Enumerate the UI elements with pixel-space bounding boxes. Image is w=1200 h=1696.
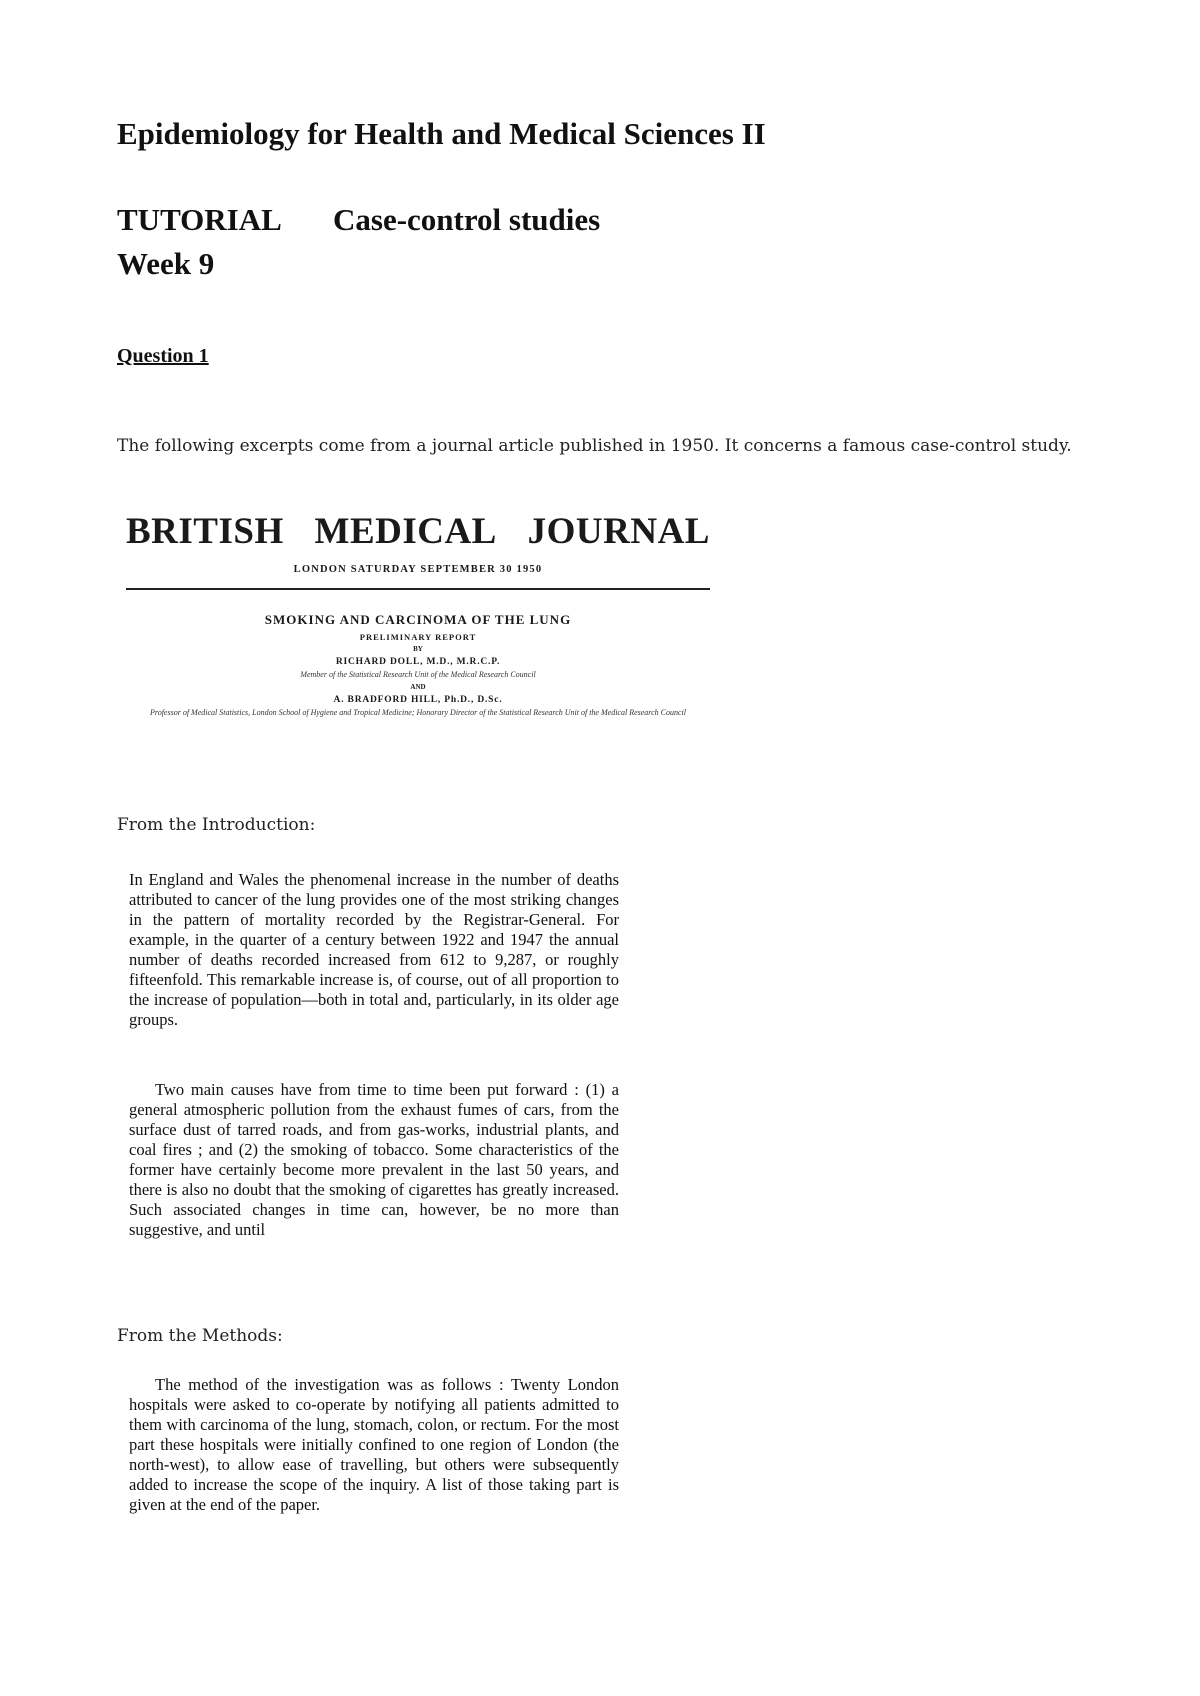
article-subtitle: PRELIMINARY REPORT: [359, 632, 477, 642]
journal-divider: [126, 588, 710, 590]
methods-label: From the Methods:: [117, 1326, 283, 1346]
tutorial-topic: Case-control studies: [333, 202, 601, 237]
journal-header-excerpt: [126, 510, 710, 718]
introduction-excerpt: [129, 1080, 619, 1240]
methods-excerpt: [129, 1375, 619, 1515]
journal-name-word: JOURNAL: [527, 511, 710, 552]
author-affiliation: Professor of Medical Statistics, London School of Hygiene and Tropical Medicine; Honorary Director of the Statistical Research Unit of the Medical Research Council: [150, 708, 686, 717]
author-name: A. BRADFORD HILL, Ph.D., D.Sc.: [333, 695, 503, 705]
journal-name: [126, 510, 710, 554]
excerpt-paragraph: The method of the investigation was as follows : Twenty London hospitals were asked to co-operate by notifying all patients admitted to them with carcinoma of the lung, stomach, colon, or rectum. For the most part these hospitals were initially confined to one region of London (the north-west), to allow ease of travelling, but others were subsequently added to increase the scope of the inquiry. A list of those taking part is given at the end of the paper.: [129, 1375, 619, 1514]
question-heading: Question 1: [117, 345, 209, 367]
excerpt-paragraph: Two main causes have from time to time been put forward : (1) a general atmospheric pollution from the exhaust fumes of cars, from the surface dust of tarred roads, and from gas-works, industrial plants, and coal fires ; and (2) the smoking of tobacco. Some characteristics of the former have certainly become more prevalent in the last 50 years, and there is also no doubt that the smoking of cigarettes has greatly increased. Such associated changes in time can, however, be no more than suggestive, and until: [129, 1080, 619, 1239]
journal-date-line: LONDON SATURDAY SEPTEMBER 30 1950: [293, 564, 543, 575]
intro-paragraph: The following excerpts come from a journal article published in 1950. It concerns a famous case-control study.: [117, 436, 1072, 456]
author-name: RICHARD DOLL, M.D., M.R.C.P.: [335, 657, 501, 667]
journal-name-word: BRITISH: [126, 511, 284, 552]
article-and: AND: [410, 683, 426, 691]
article-by: BY: [413, 645, 423, 653]
tutorial-label: TUTORIAL: [117, 202, 282, 237]
article-title: SMOKING AND CARCINOMA OF THE LUNG: [264, 612, 572, 627]
document-title: Epidemiology for Health and Medical Sciences II: [117, 116, 766, 151]
introduction-label: From the Introduction:: [117, 815, 316, 835]
journal-name-word: MEDICAL: [314, 511, 497, 552]
tutorial-heading: [117, 202, 601, 238]
excerpt-paragraph: In England and Wales the phenomenal increase in the number of deaths attributed to cancer of the lung provides one of the most striking changes in the pattern of mortality recorded by the Registrar-General. For example, in the quarter of a century between 1922 and 1947 the annual number of deaths recorded increased from 612 to 9,287, or roughly fifteenfold. This remarkable increase is, of course, out of all proportion to the increase of population—both in total and, particularly, in its older age groups.: [129, 870, 619, 1029]
author-affiliation: Member of the Statistical Research Unit of the Medical Research Council: [300, 670, 536, 679]
week-label: Week 9: [117, 246, 215, 281]
introduction-excerpt: [129, 870, 619, 1030]
